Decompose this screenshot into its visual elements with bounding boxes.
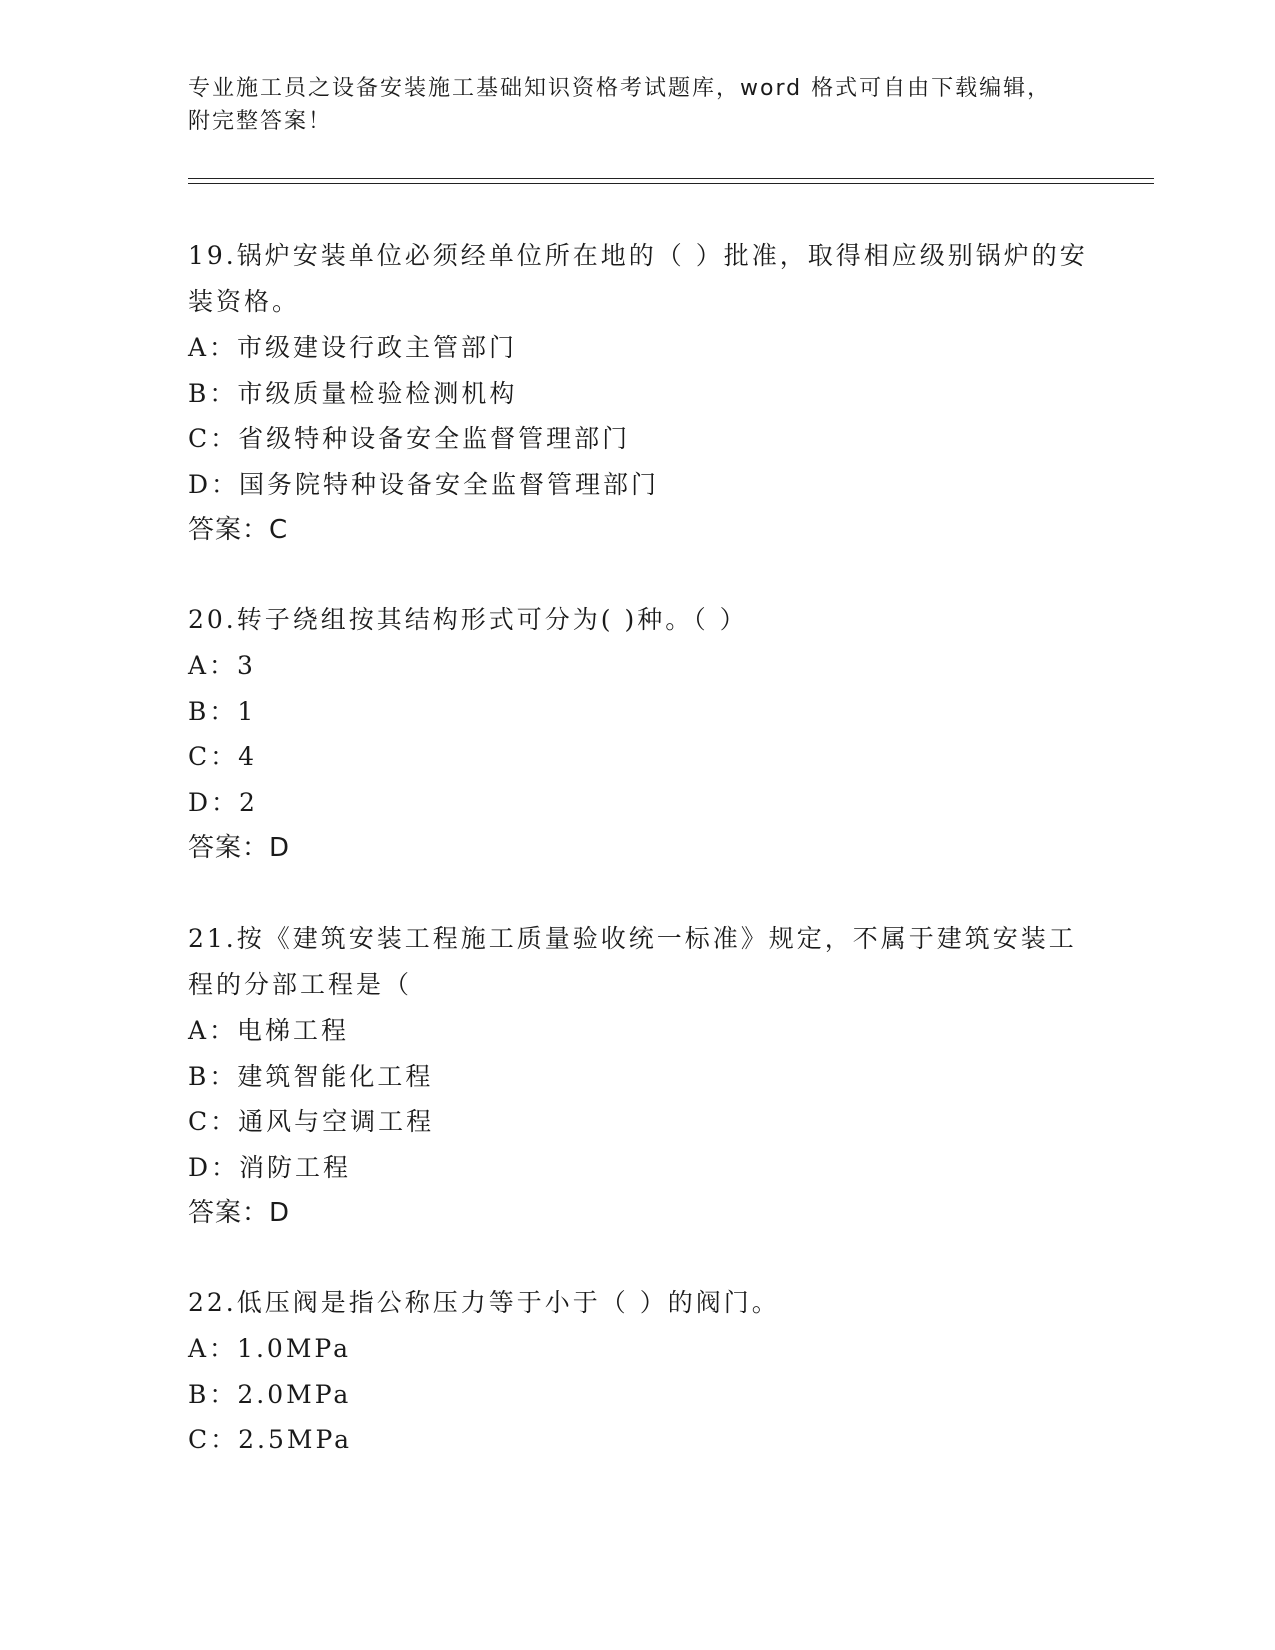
question-stem: 20.转子绕组按其结构形式可分为( )种。（ ） (188, 605, 748, 634)
question-stem: 21.按《建筑安装工程施工质量验收统一标准》规定，不属于建筑安装工程的分部工程是（ (188, 924, 1077, 999)
option-b: B：1 (188, 696, 257, 726)
document-header (188, 72, 1068, 138)
question-stem: 22.低压阀是指公称压力等于小于（ ）的阀门。 (188, 1288, 780, 1317)
option-b: B：市级质量检验检测机构 (188, 378, 518, 408)
option-a: A：电梯工程 (188, 1016, 350, 1045)
option-c: C：省级特种设备安全监督管理部门 (188, 424, 631, 453)
option-a: A：3 (188, 651, 256, 680)
answer: 答案：C (188, 515, 289, 545)
header-divider-bottom (188, 183, 1154, 184)
answer: 答案：D (188, 1198, 291, 1228)
option-a: A：市级建设行政主管部门 (188, 333, 518, 362)
option-d: D：消防工程 (188, 1152, 352, 1182)
header-text: 专业施工员之设备安装施工基础知识资格考试题库，word 格式可自由下载编辑，附完整答案！ (188, 76, 1052, 134)
question-stem: 19.锅炉安装单位必须经单位所在地的（ ）批准，取得相应级别锅炉的安装资格。 (188, 241, 1088, 316)
question-20 (188, 597, 1088, 871)
question-21 (188, 916, 1088, 1236)
option-c: C：2.5MPa (188, 1425, 353, 1454)
option-b: B：建筑智能化工程 (188, 1061, 434, 1091)
option-a: A：1.0MPa (188, 1334, 352, 1363)
option-c: C：通风与空调工程 (188, 1107, 435, 1136)
header-divider-top (188, 178, 1154, 179)
answer: 答案：D (188, 833, 291, 863)
question-22 (188, 1280, 1088, 1463)
option-c: C：4 (188, 742, 258, 771)
option-d: D：国务院特种设备安全监督管理部门 (188, 469, 660, 499)
question-19 (188, 233, 1088, 553)
option-d: D：2 (188, 787, 258, 817)
option-b: B：2.0MPa (188, 1379, 352, 1409)
